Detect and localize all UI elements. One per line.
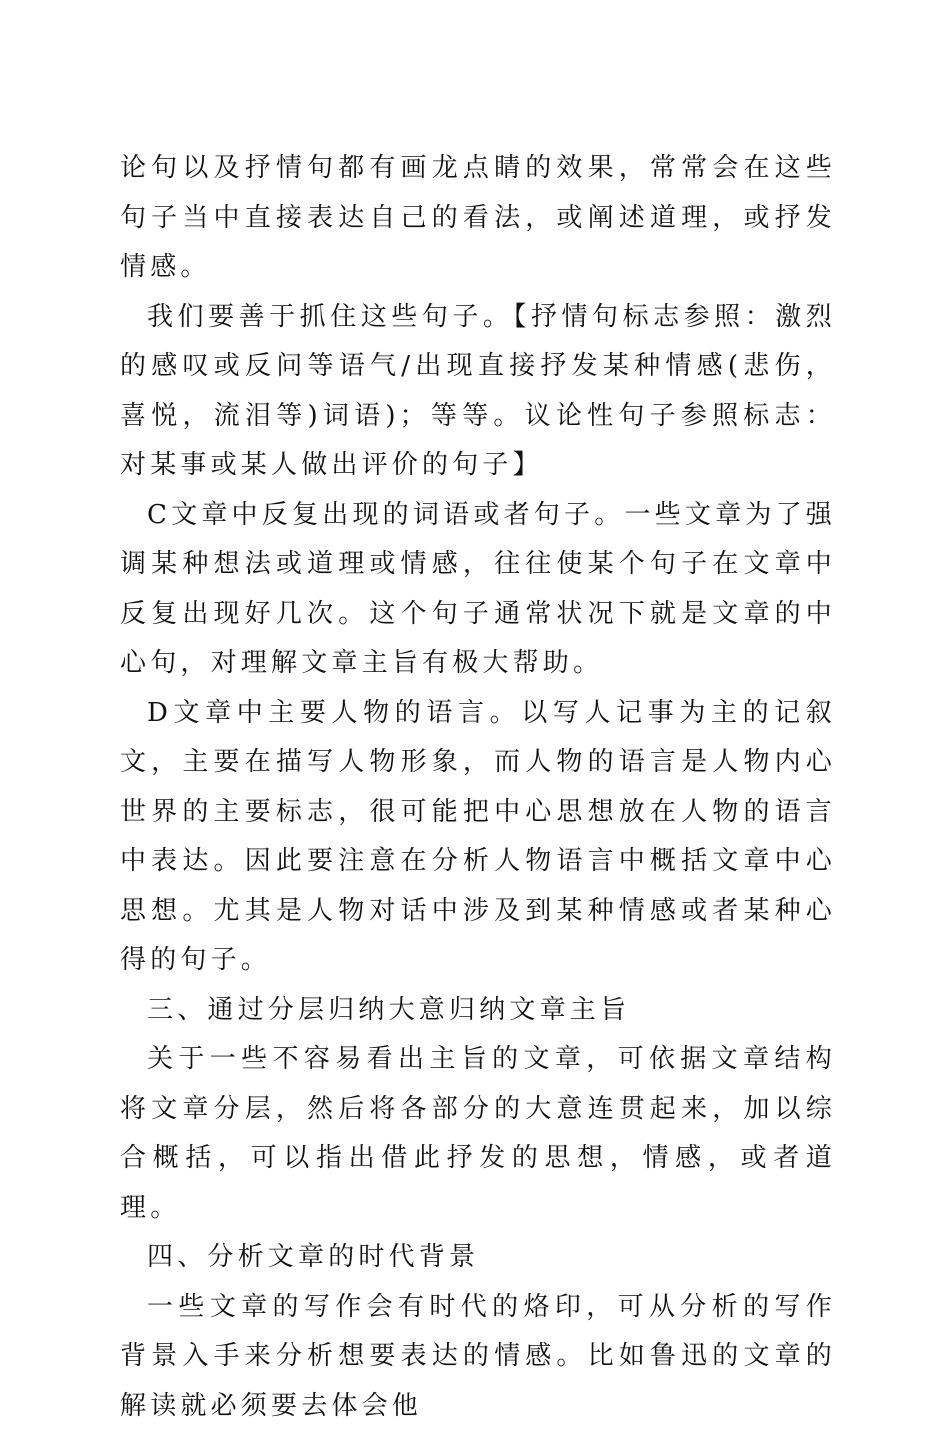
paragraph-point-d: D文章中主要人物的语言。以写人记事为主的记叙文，主要在描写人物形象，而人物的语言是人物内心世界的主要标志，很可能把中心思想放在人物的语言中表达。因此要注意在分析人物语言中概括文章中心思想。尤其是人物对话中涉及到某种情感或者某种心得的句子。: [120, 689, 836, 986]
paragraph-section-three: 关于一些不容易看出主旨的文章，可依据文章结构将文章分层，然后将各部分的大意连贯起来，加以综合概括，可以指出借此抒发的思想，情感，或者道理。: [120, 1035, 836, 1233]
document-body: [120, 144, 836, 1431]
paragraph-continuation: 论句以及抒情句都有画龙点睛的效果，常常会在这些句子当中直接表达自己的看法，或阐述道理，或抒发情感。: [120, 144, 836, 293]
section-heading-three: 三、通过分层归纳大意归纳文章主旨: [120, 986, 836, 1036]
paragraph-lyrical-sentence-markers: 我们要善于抓住这些句子。【抒情句标志参照：激烈的感叹或反问等语气/出现直接抒发某种情感(悲伤，喜悦，流泪等)词语)；等等。议论性句子参照标志：对某事或某人做出评价的句子】: [120, 293, 836, 491]
section-heading-four: 四、分析文章的时代背景: [120, 1233, 836, 1283]
paragraph-section-four: 一些文章的写作会有时代的烙印，可从分析的写作背景入手来分析想要表达的情感。比如鲁迅的文章的解读就必须要去体会他: [120, 1283, 836, 1431]
paragraph-point-c: C文章中反复出现的词语或者句子。一些文章为了强调某种想法或道理或情感，往往使某个句子在文章中反复出现好几次。这个句子通常状况下就是文章的中心句，对理解文章主旨有极大帮助。: [120, 491, 836, 689]
